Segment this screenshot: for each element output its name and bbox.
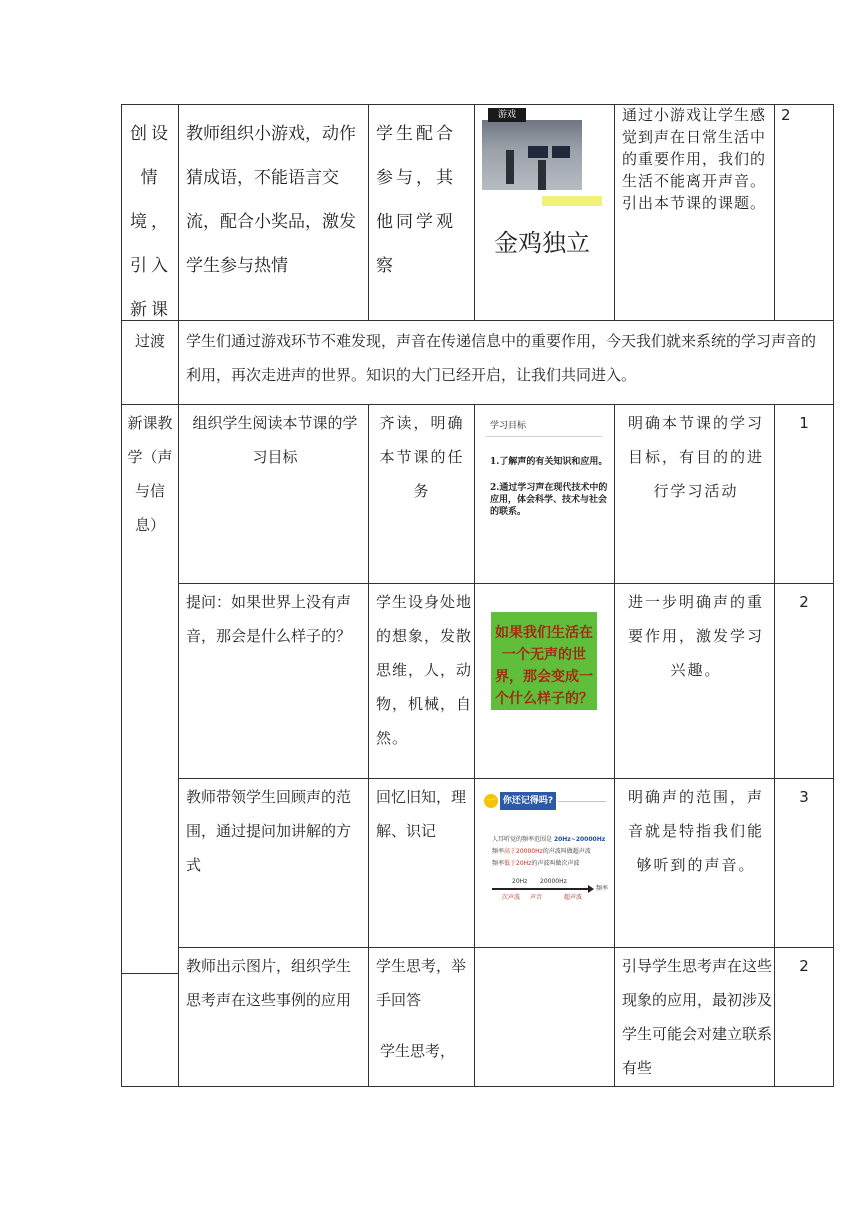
time-cell: 1 <box>799 414 809 432</box>
table-border-bottom <box>121 1086 834 1087</box>
slide-tag: 游戏 <box>488 108 526 122</box>
band-label: 次声波 <box>502 894 521 901</box>
transition-text: 学生们通过游戏环节不难发现，声音在传递信息中的重要作用，今天我们就来系统的学习声音的利用，再次走进声的世界。知识的大门已经开启，让我们共同进入。 <box>186 332 817 384</box>
slide-title: 学习目标 <box>490 421 527 431</box>
stage-cell: 新课教学（声与信息） <box>127 414 173 534</box>
design-intent-cell: 进一步明确声的重要作用，激发学习兴趣。 <box>627 593 764 679</box>
game-photo <box>482 120 582 190</box>
table-row-divider <box>121 973 178 974</box>
slide-sound-range <box>478 782 610 912</box>
student-activity-cell: 学生思考，举手回答 <box>376 957 467 1009</box>
slide-title-underline <box>486 436 602 437</box>
table-col-divider <box>614 404 615 1087</box>
table-row-divider <box>178 947 834 948</box>
teacher-activity-cell: 教师带领学生回顾声的范围，通过提问加讲解的方式 <box>186 788 352 874</box>
infrasound-line: 频率低于20Hz的声波叫做次声波 <box>492 860 580 867</box>
table-row-divider <box>178 778 834 779</box>
table-col-divider <box>614 104 615 320</box>
table-row-divider <box>121 404 834 405</box>
design-intent-cell: 通过小游戏让学生感觉到声在日常生活中的重要作用，我们的生活不能离开声音。引出本节课的课题。 <box>622 106 767 212</box>
teacher-activity-cell: 教师组织小游戏，动作猜成语，不能语言交流，配合小奖品，激发学生参与热情 <box>186 124 356 276</box>
axis-tick-label: 20000Hz <box>540 878 567 885</box>
band-label: 声音 <box>530 894 543 901</box>
range-line: 人耳听觉的频率范围是 20Hz~20000Hz <box>492 836 606 843</box>
band-label: 超声波 <box>564 894 583 901</box>
ultrasound-line: 频率高于20000Hz的声波叫做超声波 <box>492 848 591 855</box>
goal-item: 2.通过学习声在现代技术中的应用，体会科学、技术与社会的联系。 <box>490 483 608 517</box>
student-activity-cell: 回忆旧知，理解、识记 <box>376 788 467 840</box>
table-row-divider <box>121 320 834 321</box>
axis-tick-label: 20Hz <box>512 878 528 885</box>
table-col-divider <box>774 404 775 1087</box>
slide-banner: 你还记得吗? <box>500 792 556 810</box>
slide-caption: 金鸡独立 <box>494 229 590 257</box>
design-intent-cell: 引导学生思考声在这些现象的应用，最初涉及学生可能会对建立联系有些 <box>622 957 773 1077</box>
slide-silent-world <box>491 612 597 710</box>
stage-cell: 过渡 <box>134 332 165 350</box>
design-intent-cell: 明确本节课的学习目标，有目的的进行学习活动 <box>627 414 764 500</box>
table-col-divider <box>474 404 475 1087</box>
teacher-activity-cell: 教师出示图片，组织学生思考声在这些事例的应用 <box>186 957 352 1009</box>
slide-strip <box>542 196 602 206</box>
design-intent-cell: 明确声的范围，声音就是特指我们能够听到的声音。 <box>627 788 764 874</box>
table-col-divider <box>368 104 369 320</box>
goal-item: 1.了解声的有关知识和应用。 <box>490 457 608 467</box>
table-border-left <box>121 104 122 1087</box>
slide-question: 如果我们生活在一个无声的世界，那会变成一个什么样子的？ <box>495 625 593 707</box>
time-cell: 2 <box>799 593 809 611</box>
student-activity-cell: 学生设身处地的想象，发散思维，人，动物，机械，自然。 <box>376 593 473 747</box>
teacher-activity-cell: 提问：如果世界上没有声音，那会是什么样子的？ <box>186 593 352 645</box>
table-col-divider <box>178 104 179 1087</box>
student-activity-cell: 学生配合参与，其他同学观察 <box>376 124 456 276</box>
slide-learning-goals <box>480 410 608 520</box>
student-activity-cell: 学生思考， <box>380 1042 456 1060</box>
stage-cell: 创设情境，引入新课 <box>130 124 172 320</box>
student-activity-cell: 齐读，明确本节课的任务 <box>379 414 465 500</box>
slide-game <box>482 108 606 278</box>
table-col-divider <box>774 104 775 320</box>
time-cell: 2 <box>781 106 791 124</box>
table-col-divider <box>368 404 369 1087</box>
frequency-axis <box>492 888 588 890</box>
time-cell: 3 <box>799 788 809 806</box>
banner-rule <box>558 801 606 802</box>
table-row-divider <box>178 583 834 584</box>
axis-unit-label: 频率 <box>596 885 609 892</box>
table-col-divider <box>474 104 475 320</box>
table-border-right <box>833 104 834 1087</box>
slide-badge: 一 <box>484 794 498 808</box>
time-cell: 2 <box>799 957 809 975</box>
axis-arrow-icon <box>588 885 594 893</box>
teacher-activity-cell: 组织学生阅读本节课的学习目标 <box>192 414 358 466</box>
